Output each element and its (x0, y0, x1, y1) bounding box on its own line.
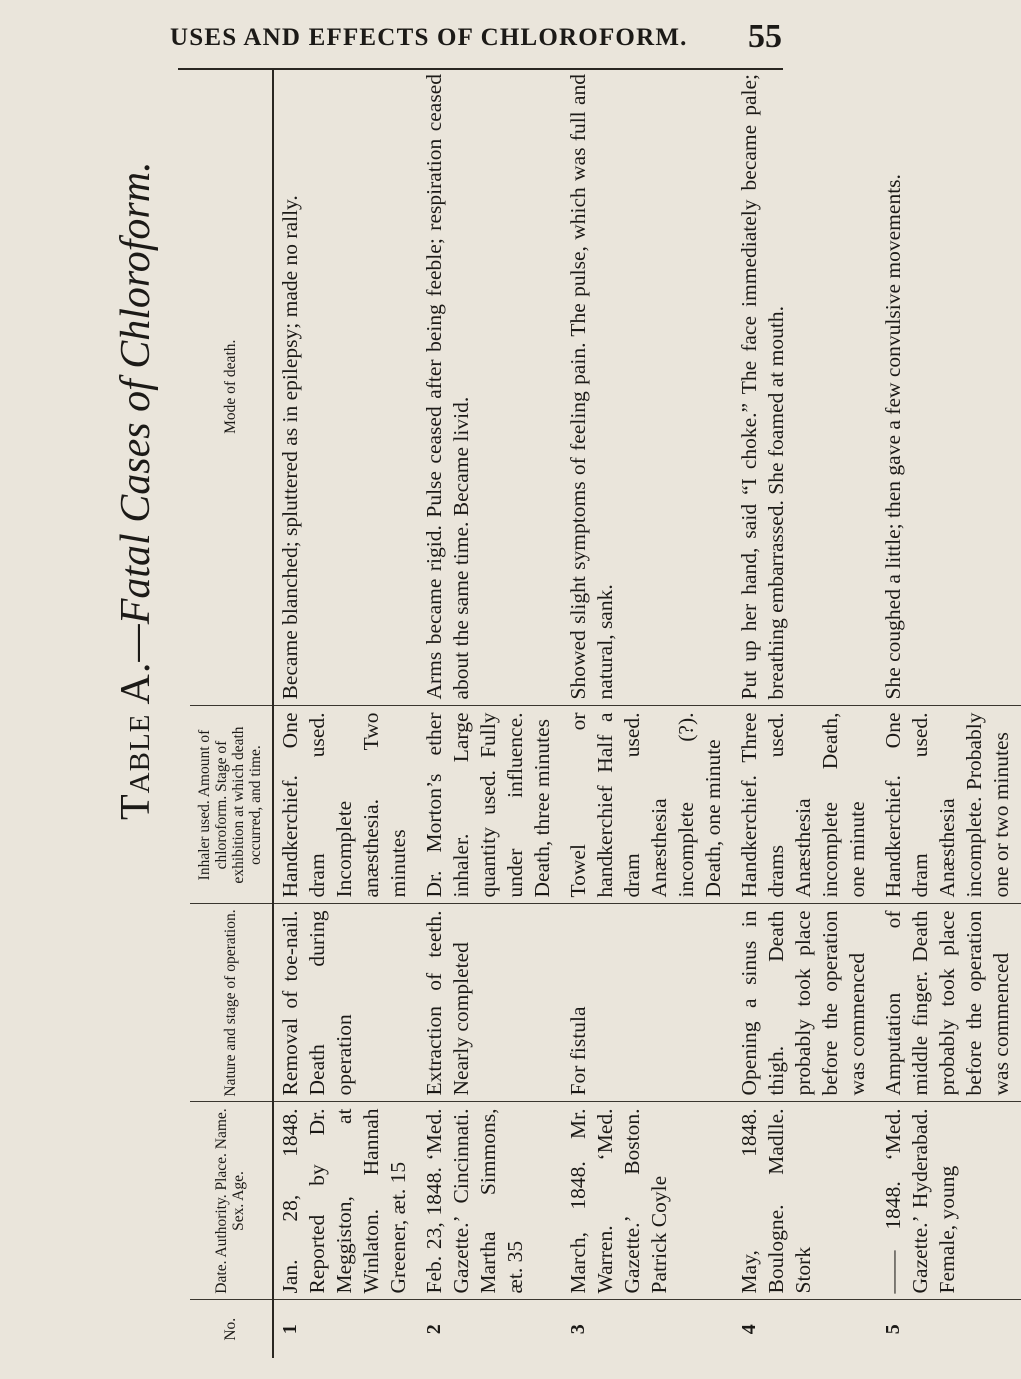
cell-mode: Arms became rigid. Pulse ceased after being feeble; respiration ceased about the same time. Became livid. (418, 68, 562, 706)
cell-no: 1 (279, 1324, 301, 1335)
cell-date: March, 1848. Mr. Warren. ‘Med. Gazette.’ Boston. Patrick Coyle (562, 1102, 733, 1300)
cell-inhaler: Towel or handkerchief Half a dram used. Anæsthesia incomplete (?). Death, one minute (562, 706, 733, 904)
col-header-inhaler: Inhaler used. Amount of chloroform. Stage of exhibition at which death occurred, and time. (190, 706, 273, 904)
cell-nature: Removal of toe-nail. Death during operation (273, 904, 418, 1102)
table-row (733, 68, 877, 1358)
cell-inhaler: Handkerchief. One dram used. Incomplete anæsthesia. Two minutes (273, 706, 418, 904)
cell-no: 3 (567, 1324, 589, 1335)
col-header-mode: Mode of death. (190, 68, 273, 706)
cell-date: Jan. 28, 1848. Reported by Dr. Meggiston, at Winlaton. Hannah Greener, æt. 15 (273, 1102, 418, 1300)
running-head (0, 8, 800, 68)
cell-inhaler: Dr. Morton’s ether inhaler. Large quantity used. Fully under influence. Death, three minutes (418, 706, 562, 904)
col-header-nature: Nature and stage of operation. (190, 904, 273, 1102)
fatal-cases-table-wrapper (190, 68, 1013, 1358)
cell-mode: Became blanched; spluttered as in epilepsy; made no rally. (273, 68, 418, 706)
col-header-no: No. (190, 1300, 273, 1358)
table-label: Table A. (113, 661, 159, 820)
cell-nature: Extraction of teeth. Nearly completed (418, 904, 562, 1102)
cell-nature: Opening a sinus in thigh. Death probably took place before the operation was commenced (733, 904, 877, 1102)
table-caption: —Fatal Cases of Chloroform. (113, 161, 159, 662)
fatal-cases-table (190, 68, 1021, 1358)
cell-inhaler: Handkerchief. One dram used. Anæsthesia incomplete. Probably one or two minutes (877, 706, 1021, 904)
col-header-date: Date. Authority. Place. Name. Sex. Age. (190, 1102, 273, 1300)
cell-mode: Put up her hand, said “I choke.” The face immediately became pale; breathing embarrassed. She foamed at mouth. (733, 68, 877, 706)
table-row (273, 68, 418, 1358)
cell-no: 4 (738, 1324, 760, 1335)
table-row (877, 68, 1021, 1358)
table-header-row (190, 68, 273, 1358)
table-row (562, 68, 733, 1358)
cell-date: Feb. 23, 1848. ‘Med. Gazette.’ Cincinnati. Martha Simmons, æt. 35 (418, 1102, 562, 1300)
cell-date: —— 1848. ‘Med. Gazette.’ Hyderabad. Female, young (877, 1102, 1021, 1300)
cell-date: May, 1848. Boulogne. Madlle. Stork (733, 1102, 877, 1300)
cell-no: 2 (423, 1324, 445, 1335)
cell-inhaler: Handkerchief. Three drams used. Anæsthesia incomplete Death, one minute (733, 706, 877, 904)
cell-mode: She coughed a little; then gave a few convulsive movements. (877, 68, 1021, 706)
cell-nature: Amputation of middle finger. Death probably took place before the operation was commenced (877, 904, 1021, 1102)
cell-no: 5 (882, 1324, 904, 1335)
table-title (112, 161, 160, 820)
table-row (418, 68, 562, 1358)
cell-mode: Showed slight symptoms of feeling pain. The pulse, which was full and natural, sank. (562, 68, 733, 706)
cell-nature: For fistula (562, 904, 733, 1102)
page-number: 55 (748, 18, 782, 55)
running-head-title: USES AND EFFECTS OF CHLOROFORM. (170, 24, 688, 51)
